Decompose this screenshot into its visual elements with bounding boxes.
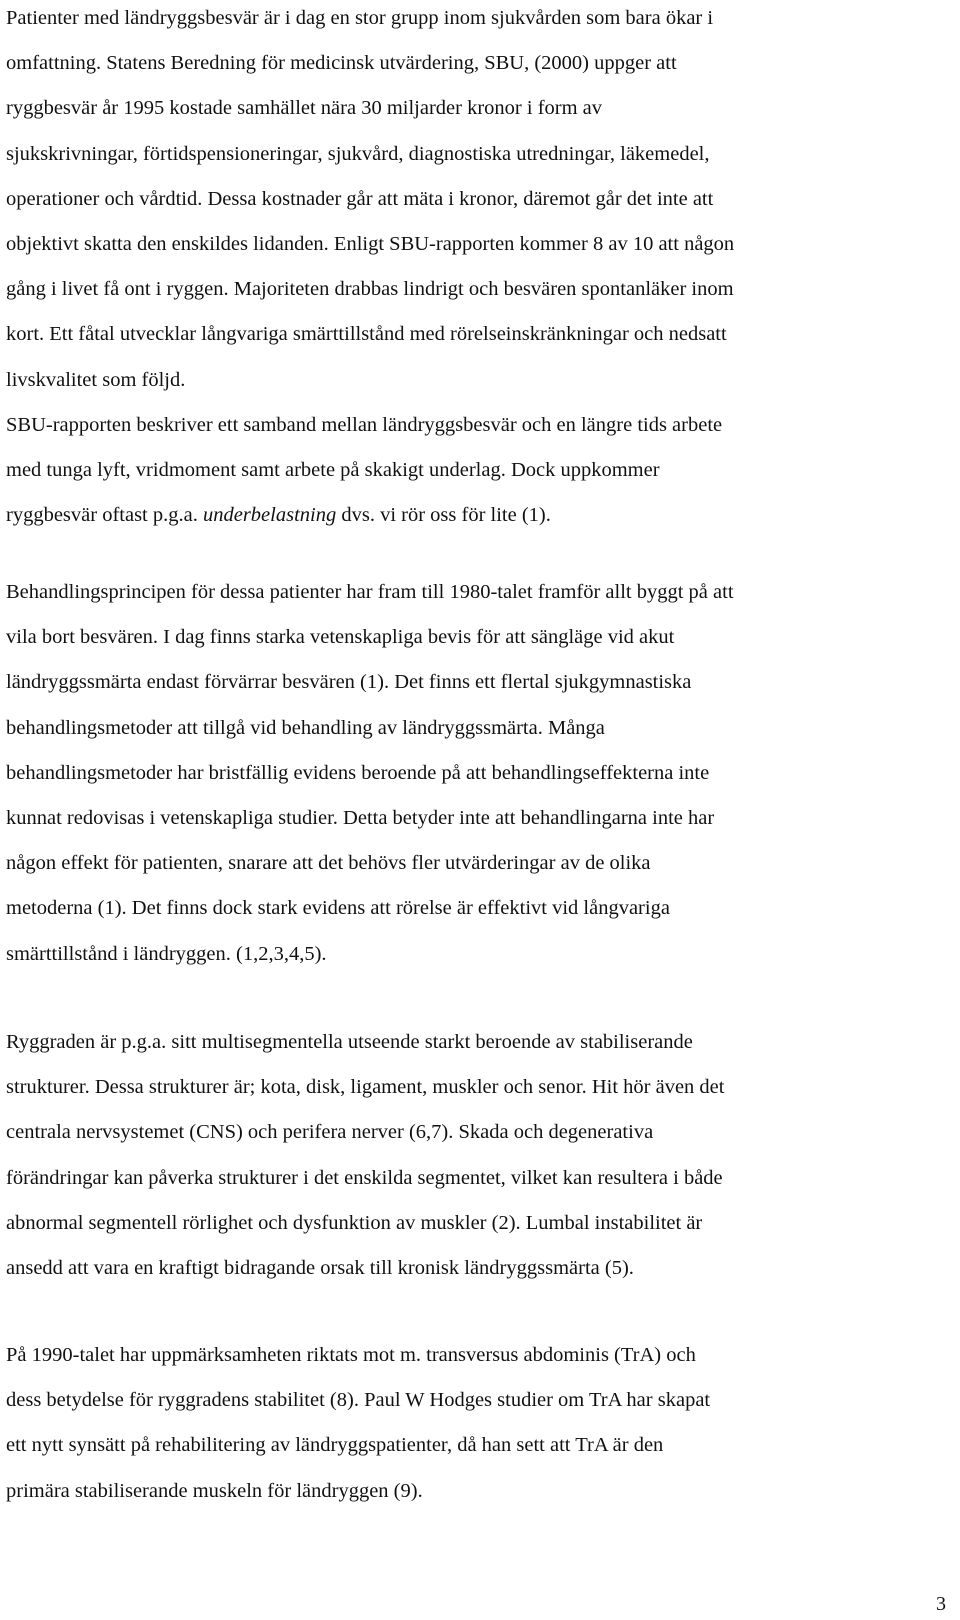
text-line: ryggbesvär år 1995 kostade samhället nära 30 miljarder kronor i form av	[6, 97, 603, 120]
text-line: operationer och vårdtid. Dessa kostnader går att mäta i kronor, däremot går det inte att	[6, 187, 714, 210]
text-line: smärttillstånd i ländryggen. (1,2,3,4,5).	[6, 942, 327, 965]
text-line: livskvalitet som följd.	[6, 368, 186, 391]
text-line: gång i livet få ont i ryggen. Majoriteten drabbas lindrigt och besvären spontanläker inom	[6, 278, 734, 301]
paragraph-3	[6, 1020, 946, 1291]
emphasized-term: underbelastning	[202, 504, 337, 527]
text-line: sjukskrivningar, förtidspensioneringar, sjukvård, diagnostiska utredningar, läkemedel,	[6, 142, 710, 165]
text-line: ansedd att vara en kraftigt bidragande orsak till kronisk ländryggssmärta (5).	[6, 1257, 634, 1280]
text-line: Behandlingsprincipen för dessa patienter har fram till 1980-talet framför allt byggt på att	[6, 581, 734, 603]
text-line: På 1990-talet har uppmärksamheten riktats mot m. transversus abdominis (TrA) och	[6, 1344, 696, 1366]
page-number: 3	[936, 1593, 946, 1615]
text-line: Patienter med ländryggsbesvär är i dag en stor grupp inom sjukvården som bara ökar i	[6, 7, 714, 29]
text-segment: ryggbesvär oftast p.g.a.	[6, 504, 203, 527]
text-line: med tunga lyft, vridmoment samt arbete på skakigt underlag. Dock uppkommer	[6, 459, 660, 482]
text-line: kunnat redovisas i vetenskapliga studier. Detta betyder inte att behandlingarna inte har	[6, 807, 715, 830]
text-line: förändringar kan påverka strukturer i det enskilda segmentet, vilket kan resultera i både	[6, 1166, 723, 1189]
text-line: Ryggraden är p.g.a. sitt multisegmentella utseende starkt beroende av stabiliserande	[6, 1031, 693, 1053]
text-line: objektivt skatta den enskildes lidanden. Enligt SBU-rapporten kommer 8 av 10 att någon	[6, 233, 735, 256]
text-line: ett nytt synsätt på rehabilitering av ländryggspatienter, då han sett att TrA är den	[6, 1434, 664, 1457]
paragraph-4	[6, 1333, 946, 1514]
text-line: ländryggssmärta endast förvärrar besvären (1). Det finns ett flertal sjukgymnastiska	[6, 671, 692, 694]
text-line: centrala nervsystemet (CNS) och perifera nerver (6,7). Skada och degenerativa	[6, 1121, 654, 1144]
text-line: någon effekt för patienten, snarare att det behövs fler utvärderingar av de olika	[6, 852, 651, 875]
text-line: behandlingsmetoder att tillgå vid behandling av ländryggssmärta. Många	[6, 716, 605, 739]
text-line: SBU-rapporten beskriver ett samband mellan ländryggsbesvär och en längre tids arbete	[6, 413, 723, 436]
text-line-with-emphasis	[6, 493, 946, 538]
paragraph-2	[6, 570, 946, 977]
text-line: abnormal segmentell rörlighet och dysfunktion av muskler (2). Lumbal instabilitet är	[6, 1211, 703, 1234]
text-line: vila bort besvären. I dag finns starka vetenskapliga bevis för att sängläge vid akut	[6, 626, 675, 649]
text-line: dess betydelse för ryggradens stabilitet (8). Paul W Hodges studier om TrA har skapat	[6, 1389, 711, 1412]
text-line: metoderna (1). Det finns dock stark evidens att rörelse är effektivt vid långvariga	[6, 897, 670, 920]
text-line: primära stabiliserande muskeln för ländryggen (9).	[6, 1479, 423, 1502]
text-line: kort. Ett fåtal utvecklar långvariga smärttillstånd med rörelseinskränkningar och nedsatt	[6, 323, 727, 346]
text-line: behandlingsmetoder har bristfällig evidens beroende på att behandlingseffekterna inte	[6, 761, 710, 784]
text-segment: dvs. vi rör oss för lite (1).	[336, 504, 551, 527]
text-line: omfattning. Statens Beredning för medicinsk utvärdering, SBU, (2000) uppger att	[6, 52, 677, 75]
paragraph-1	[6, 0, 946, 538]
text-line: strukturer. Dessa strukturer är; kota, disk, ligament, muskler och senor. Hit hör även det	[6, 1076, 725, 1099]
